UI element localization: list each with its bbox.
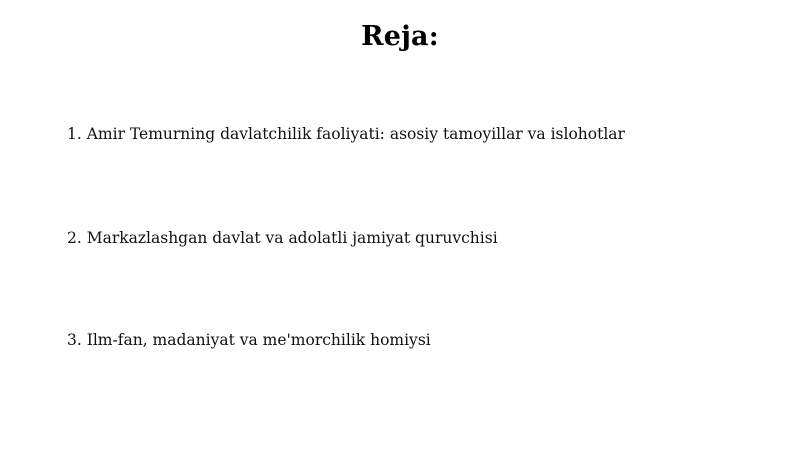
slide-title: Reja: — [361, 21, 439, 52]
plan-item-3: 3. Ilm-fan, madaniyat va me'morchilik homiysi — [67, 331, 431, 349]
plan-item-1: 1. Amir Temurning davlatchilik faoliyati: asosiy tamoyillar va islohotlar — [67, 125, 625, 143]
plan-item-2: 2. Markazlashgan davlat va adolatli jamiyat quruvchisi — [67, 229, 498, 247]
